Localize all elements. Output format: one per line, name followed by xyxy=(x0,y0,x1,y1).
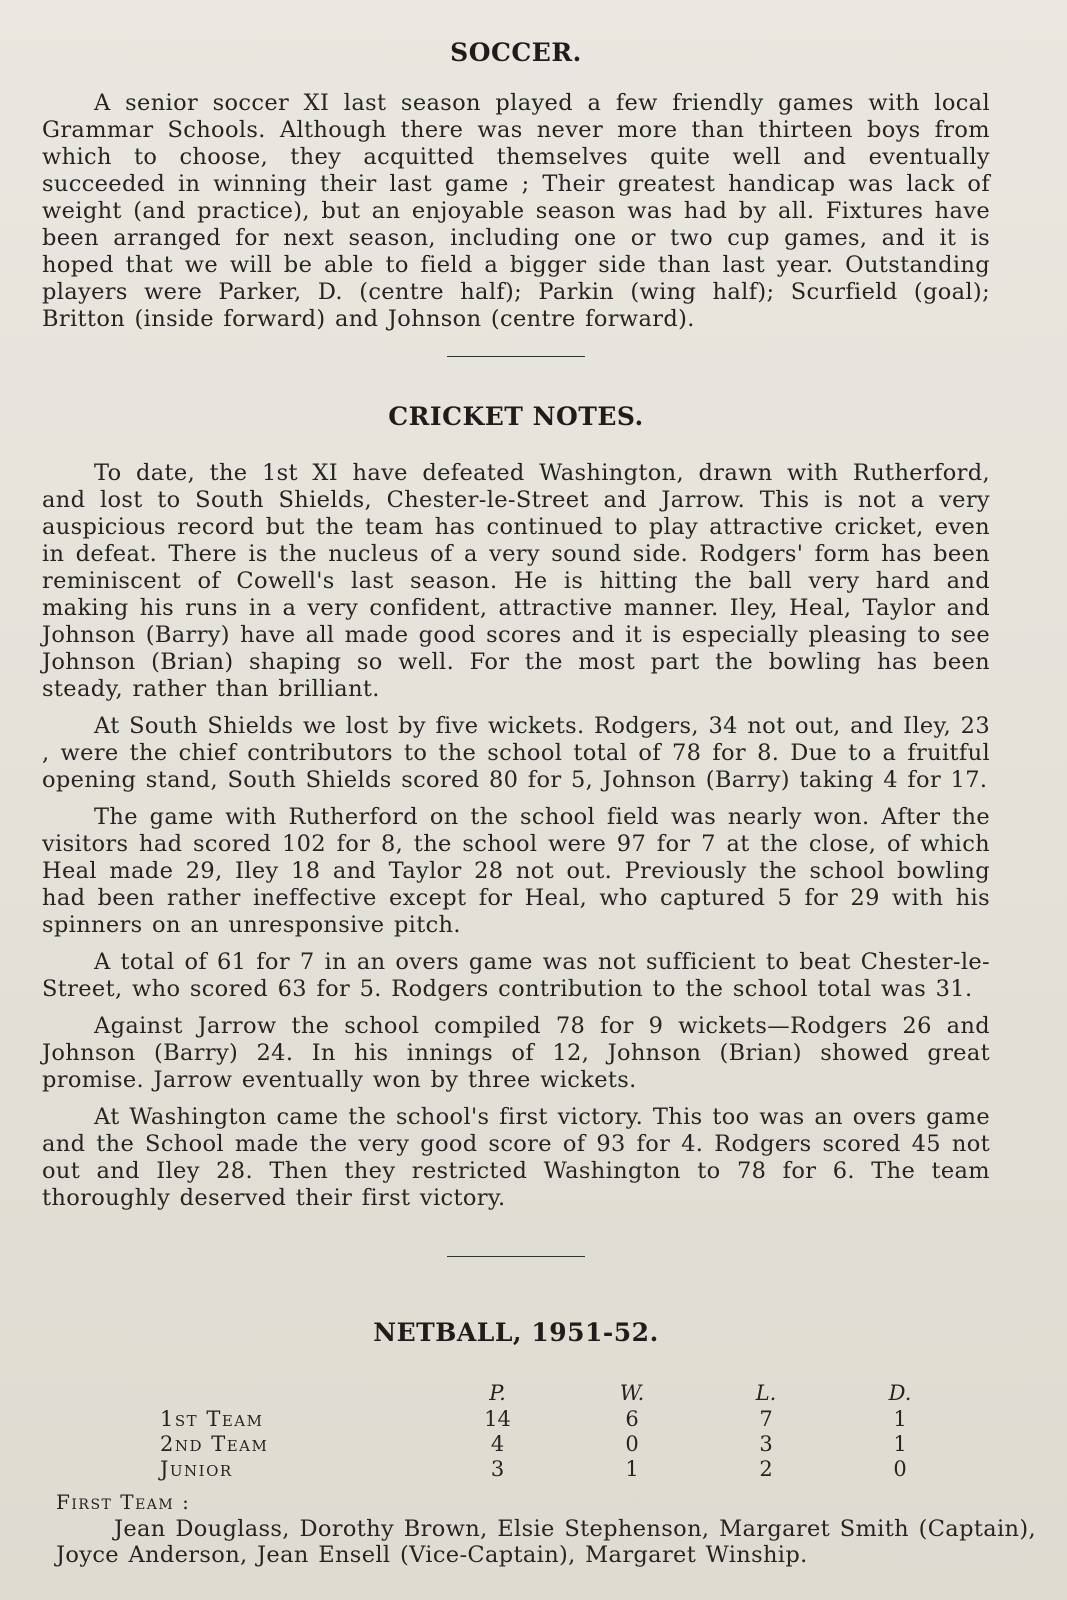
played-value: 14 xyxy=(484,1406,511,1431)
cricket-heading: CRICKET NOTES. xyxy=(388,402,644,431)
cricket-paragraph: To date, the 1st XI have defeated Washington, drawn with Rutherford, and lost to South Shields, Chester-le-Street and Jarrow. This is not a very auspicious record but the team has continued to play attractive cricket, even in defeat. There is the nucleus of a very sound side. Rodgers' form has been reminiscent of Cowell's last season. He is hitting the ball very hard and making his runs in a very confident, attractive manner. Iley, Heal, Taylor and Johnson (Barry) have all made good scores and it is especially pleasing to see Johnson (Brian) shaping so well. For the most part the bowling has been steady, rather than brilliant. xyxy=(42,460,990,702)
team-name: 2nd Team xyxy=(160,1431,269,1456)
won-value: 0 xyxy=(625,1431,639,1456)
cricket-paragraph: A total of 61 for 7 in an overs game was not sufficient to beat Chester-le-Street, who scored 63 for 5. Rodgers contribution to the school total was 31. xyxy=(42,949,990,1002)
lost-value: 2 xyxy=(759,1456,773,1481)
column-header-drawn: D. xyxy=(888,1381,912,1405)
section-divider xyxy=(447,356,585,357)
soccer-heading: SOCCER. xyxy=(450,38,582,67)
cricket-paragraph: Against Jarrow the school compiled 78 for 9 wickets—Rodgers 26 and Johnson (Barry) 24. In his innings of 12, Johnson (Brian) showed great promise. Jarrow eventually won by three wickets. xyxy=(42,1013,990,1093)
netball-results-table xyxy=(160,1380,967,1481)
section-divider xyxy=(447,1256,585,1257)
first-team-members: Jean Douglass, Dorothy Brown, Elsie Stephenson, Margaret Smith (Captain), Joyce Anderson, Jean Ensell (Vice-Captain), Margaret Winship. xyxy=(56,1516,1036,1568)
drawn-value: 1 xyxy=(893,1431,907,1456)
played-value: 3 xyxy=(490,1456,505,1481)
column-header-won: W. xyxy=(619,1381,645,1405)
team-name: Junior xyxy=(160,1456,233,1481)
table-row xyxy=(160,1406,967,1431)
drawn-value: 0 xyxy=(893,1456,907,1481)
lost-value: 7 xyxy=(759,1406,773,1431)
played-value: 4 xyxy=(490,1431,505,1456)
first-team-label: First Team : xyxy=(56,1490,191,1514)
drawn-value: 1 xyxy=(893,1406,907,1431)
table-row xyxy=(160,1456,967,1481)
cricket-paragraph: At Washington came the school's first victory. This too was an overs game and the School made the very good score of 93 for 4. Rodgers scored 45 not out and Iley 28. Then they restricted Washington to 78 for 6. The team thoroughly deserved their first victory. xyxy=(42,1104,990,1211)
won-value: 6 xyxy=(625,1406,639,1431)
cricket-body xyxy=(42,460,990,1222)
table-row xyxy=(160,1431,967,1456)
cricket-paragraph: At South Shields we lost by five wickets. Rodgers, 34 not out, and Iley, 23 , were the chief contributors to the school total of 78 for 8. Due to a fruitful opening stand, South Shields scored 80 for 5, Johnson (Barry) taking 4 for 17. xyxy=(42,713,990,793)
cricket-paragraph: The game with Rutherford on the school field was nearly won. After the visitors had scored 102 for 8, the school were 97 for 7 at the close, of which Heal made 29, Iley 18 and Taylor 28 not out. Previously the school bowling had been rather ineffective except for Heal, who captured 5 for 29 with his spinners on an unresponsive pitch. xyxy=(42,804,990,938)
team-name: 1st Team xyxy=(160,1406,264,1431)
column-header-played: P. xyxy=(489,1381,506,1405)
table-header-row xyxy=(160,1380,967,1406)
lost-value: 3 xyxy=(759,1431,773,1456)
soccer-paragraph: A senior soccer XI last season played a few friendly games with local Grammar Schools. Although there was never more than thirteen boys from which to choose, they acquitted themselves quite well and eventually succeeded in winning their last game ; Their greatest handicap was lack of weight (and practice), but an enjoyable season was had by all. Fixtures have been arranged for next season, including one or two cup games, and it is hoped that we will be able to field a bigger side than last year. Outstanding players were Parker, D. (centre half); Parkin (wing half); Scurfield (goal); Britton (inside forward) and Johnson (centre forward). xyxy=(42,90,990,332)
team-column-header xyxy=(160,1380,430,1406)
netball-heading: NETBALL, 1951-52. xyxy=(373,1318,659,1347)
won-value: 1 xyxy=(625,1456,639,1481)
column-header-lost: L. xyxy=(755,1381,777,1405)
